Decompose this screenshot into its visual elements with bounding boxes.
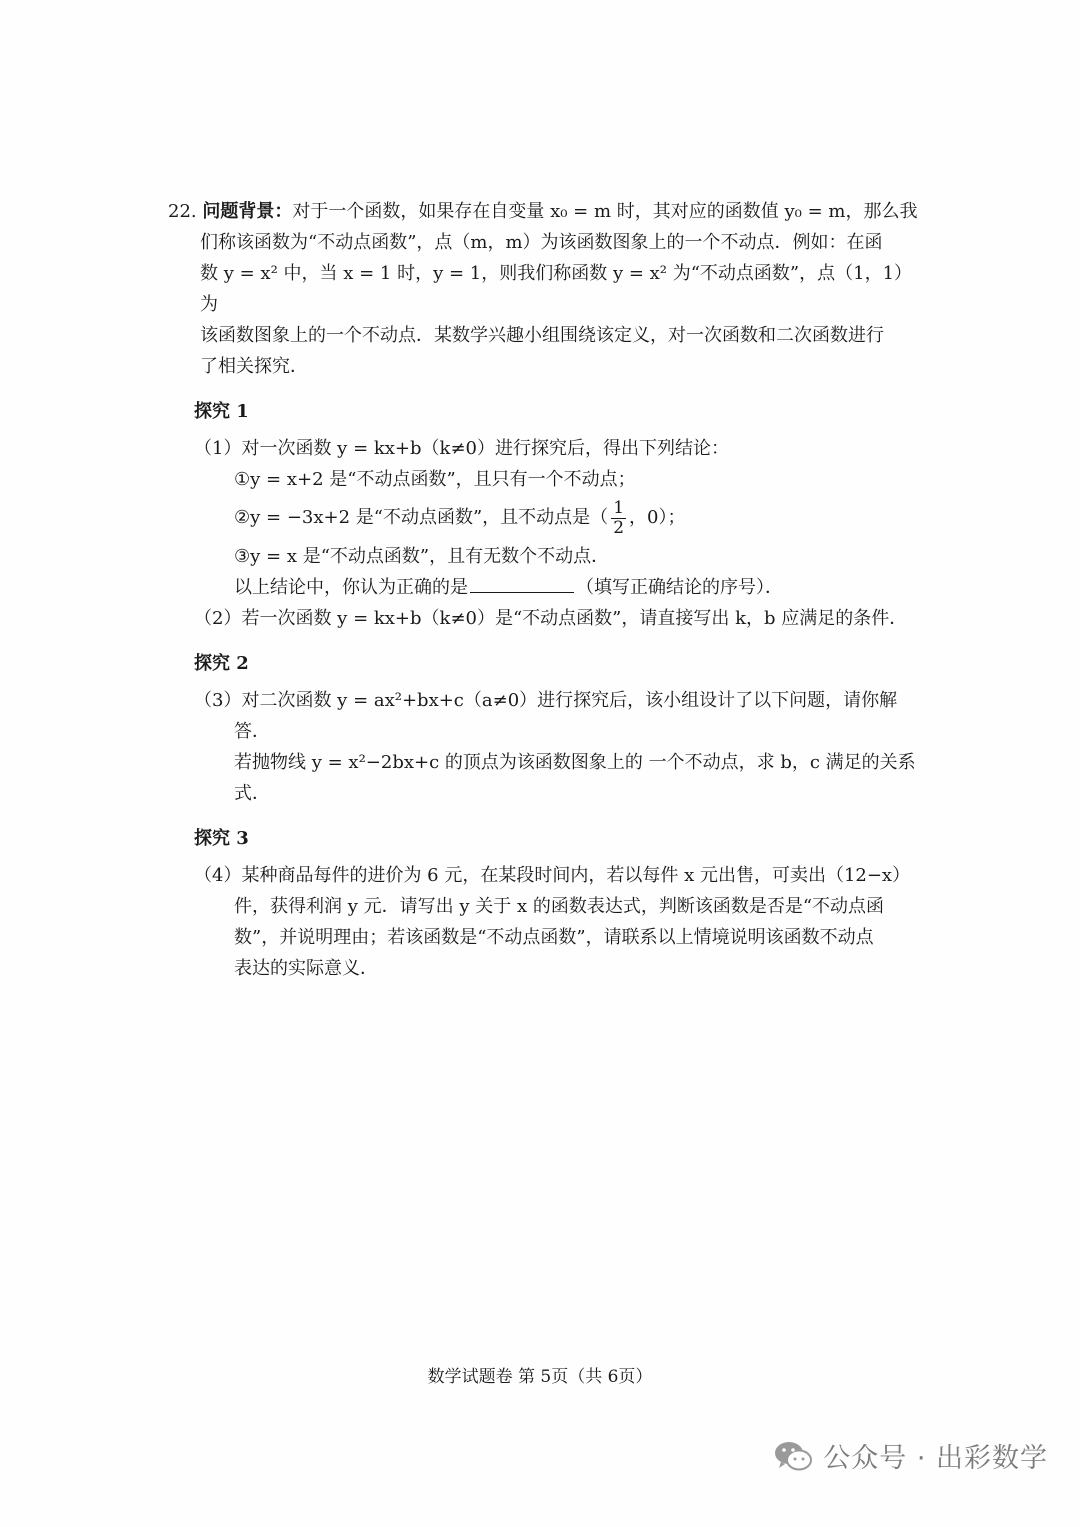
background-line-2: 们称该函数为“不动点函数”，点（m，m）为该函数图象上的一个不动点．例如：在函 — [200, 232, 883, 253]
item-3-line-1: （3）对二次函数 y = ax²+bx+c（a≠0）进行探究后，该小组设计了以下问题，请你解答． — [194, 690, 898, 742]
background-label: 问题背景： — [202, 201, 293, 222]
section-title-3: 探究 3 — [194, 828, 249, 849]
fraction-denominator: 2 — [613, 517, 625, 538]
wechat-icon — [773, 1439, 813, 1473]
page-footer: 数学试题卷 第 5页（共 6页） — [427, 1367, 653, 1387]
fraction-one-half — [611, 499, 626, 538]
item-4-line-2: 件，获得利润 y 元．请写出 y 关于 x 的函数表达式，判断该函数是否是“不动点函 — [234, 896, 885, 917]
background-line-3: 数 y = x² 中，当 x = 1 时，y = 1，则我们称函数 y = x² 为“不动点函数”，点（1，1）为 — [200, 263, 913, 315]
answer-suffix: （填写正确结论的序号）． — [576, 577, 783, 598]
section-title-1: 探究 1 — [194, 401, 249, 422]
background-line-5: 了相关探究． — [200, 356, 308, 377]
watermark — [773, 1436, 1048, 1475]
conclusion-2-suffix: ，0）； — [629, 507, 686, 528]
item-4-line-3: 数”，并说明理由；若该函数是“不动点函数”，请联系以上情境说明该函数不动点 — [234, 927, 874, 948]
question-22 — [168, 196, 928, 984]
item-2: （2）若一次函数 y = kx+b（k≠0）是“不动点函数”，请直接写出 k，b 应满足的条件． — [194, 608, 908, 629]
background-line-4: 该函数图象上的一个不动点．某数学兴趣小组围绕该定义，对一次函数和二次函数进行 — [200, 325, 884, 346]
conclusion-2-prefix: ②y = −3x+2 是“不动点函数”，且不动点是（ — [234, 507, 609, 528]
item-1: （1）对一次函数 y = kx+b（k≠0）进行探究后，得出下列结论： — [194, 438, 729, 459]
item-4-line-1: （4）某种商品每件的进价为 6 元，在某段时间内，若以每件 x 元出售，可卖出（12−x） — [194, 865, 911, 886]
answer-blank[interactable] — [470, 574, 574, 593]
fraction-numerator: 1 — [613, 497, 625, 518]
background-line-1 — [168, 196, 928, 227]
conclusion-1: ①y = x+2 是“不动点函数”，且只有一个不动点； — [234, 469, 636, 490]
watermark-text: 公众号 · 出彩数学 — [823, 1443, 1048, 1474]
answer-line — [234, 572, 928, 603]
answer-prefix: 以上结论中，你认为正确的是 — [234, 577, 468, 598]
background-text-1: 对于一个函数，如果存在自变量 x₀ = m 时，其对应的函数值 y₀ = m，那么我 — [292, 201, 918, 222]
conclusion-3: ③y = x 是“不动点函数”，且有无数个不动点． — [234, 546, 610, 567]
item-3-line-2: 若抛物线 y = x²−2bx+c 的顶点为该函数图象上的 一个不动点，求 b，c 满足的关系式． — [234, 752, 916, 804]
section-title-2: 探究 2 — [194, 653, 249, 674]
item-4-line-4: 表达的实际意义． — [234, 958, 378, 979]
question-number: 22. — [168, 201, 197, 222]
conclusion-2 — [234, 495, 928, 541]
